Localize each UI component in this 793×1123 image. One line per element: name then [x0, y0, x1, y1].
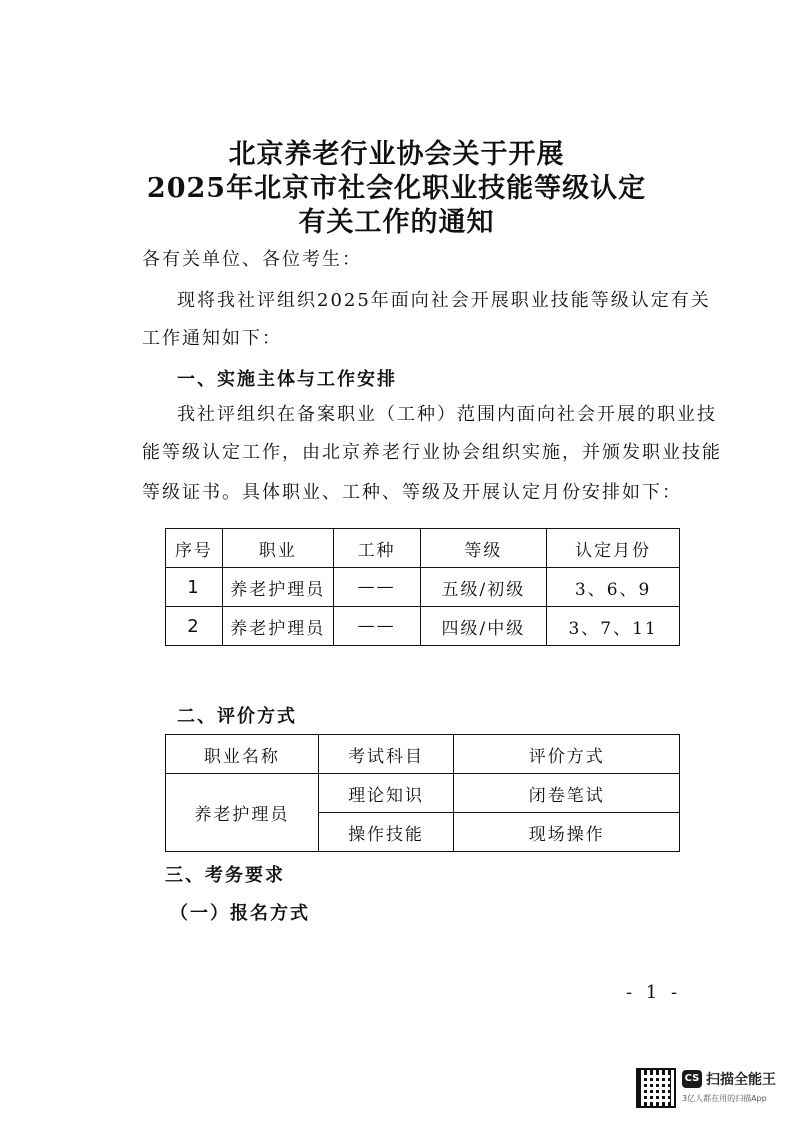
- qr-code-icon: [636, 1068, 676, 1108]
- salutation: 各有关单位、各位考生：: [142, 249, 362, 270]
- header-exam-subject: 考试科目: [318, 735, 454, 774]
- cell-exam-subject: 理论知识: [318, 774, 454, 813]
- title-line-2: 2025年北京市社会化职业技能等级认定: [146, 173, 647, 204]
- cell-exam-subject: 操作技能: [318, 813, 454, 852]
- scanner-watermark: [636, 1066, 786, 1110]
- table-header-row: [166, 735, 680, 774]
- cell-index: 2: [166, 607, 223, 646]
- cell-evaluation-method: 闭卷笔试: [454, 774, 680, 813]
- cell-months: 3、7、11: [547, 607, 680, 646]
- cell-level: 四级/中级: [420, 607, 547, 646]
- watermark-app-name: 扫描全能王: [706, 1072, 776, 1088]
- cell-work-type: ——: [333, 607, 420, 646]
- cell-work-type: ——: [333, 568, 420, 607]
- intro-line-1: 现将我社评组织2025年面向社会开展职业技能等级认定有关: [177, 290, 711, 311]
- header-occupation: 职业: [222, 529, 333, 568]
- page-number: - 1 -: [626, 982, 682, 1003]
- header-evaluation-method: 评价方式: [454, 735, 680, 774]
- table-row: [166, 568, 680, 607]
- cell-index: 1: [166, 568, 223, 607]
- header-index: 序号: [166, 529, 223, 568]
- cell-occupation: 养老护理员: [222, 568, 333, 607]
- cell-level: 五级/初级: [420, 568, 547, 607]
- header-months: 认定月份: [547, 529, 680, 568]
- title-line-3: 有关工作的通知: [298, 207, 495, 238]
- evaluation-table: [165, 734, 680, 852]
- schedule-table: [165, 528, 680, 646]
- section3-heading: 三、考务要求: [165, 865, 285, 886]
- header-level: 等级: [420, 529, 547, 568]
- section1-line-3: 等级证书。具体职业、工种、等级及开展认定月份安排如下：: [142, 482, 682, 503]
- section1-line-2: 能等级认定工作，由北京养老行业协会组织实施，并颁发职业技能: [142, 442, 722, 463]
- header-occupation-name: 职业名称: [166, 735, 319, 774]
- section1-heading: 一、实施主体与工作安排: [177, 369, 397, 390]
- header-work-type: 工种: [333, 529, 420, 568]
- table-row: [166, 774, 680, 813]
- intro-line-2: 工作通知如下：: [142, 328, 282, 349]
- camscanner-logo-icon: CS: [682, 1070, 702, 1088]
- cell-months: 3、6、9: [547, 568, 680, 607]
- table-row: [166, 607, 680, 646]
- section3-sub1: （一）报名方式: [170, 903, 310, 924]
- cell-occupation: 养老护理员: [222, 607, 333, 646]
- cell-evaluation-method: 现场操作: [454, 813, 680, 852]
- section1-line-1: 我社评组织在备案职业（工种）范围内面向社会开展的职业技: [177, 404, 717, 425]
- cell-occupation-name: 养老护理员: [166, 774, 319, 852]
- watermark-subtitle: 3亿人都在用的扫描App: [682, 1094, 767, 1103]
- table-header-row: [166, 529, 680, 568]
- title-line-1: 北京养老行业协会关于开展: [228, 139, 565, 170]
- section2-heading: 二、评价方式: [177, 706, 297, 727]
